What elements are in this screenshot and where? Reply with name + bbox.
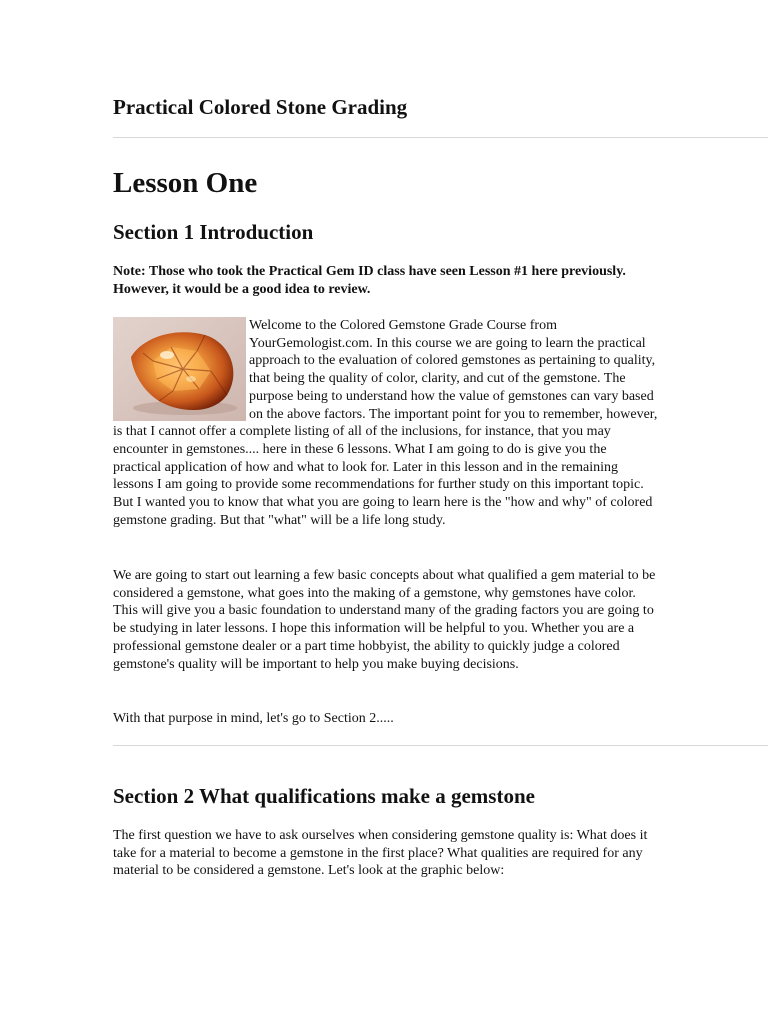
intro-text: Welcome to the Colored Gemstone Grade Course from YourGemologist.com. In this course we are going to learn the practical approach to the evaluation of colored gemstones as pertaining to quality, that being the quality of color, clarity, and cut of the gemstone. The purpose being to understand how the value of gemstones can vary based on the above factors. The important point for you to remember, however, is that I cannot offer a complete listing of all of the inclusions, for instance, that you may encounter in gemstones.... here in these 6 lessons. What I am going to do is give you the practical application of how and what to look for. Later in this lesson and in the remaining lessons I am going to provide some recommendations for further study on this important topic. But I wanted you to know that what you are going to learn here is the "how and why" of colored gemstone grading. But that "what" will be a life long study. — [113, 318, 658, 528]
qualifications-paragraph: The first question we have to ask ourselves when considering gemstone quality is: What does it take for a material to become a gemstone in the first place? What qualities are required for any material to be considered a gemstone. Let's look at the graphic below: — [113, 828, 648, 879]
section-divider — [113, 745, 768, 746]
document-title: Practical Colored Stone Grading — [113, 95, 408, 119]
concepts-paragraph: We are going to start out learning a few basic concepts about what qualified a gem material to be considered a gemstone, what goes into the making of a gemstone, why gemstones have color. This will give you a basic foundation to understand many of the grading factors you are going to be studying in later lessons. I hope this information will be helpful to you. Whether you are a professional gemstone dealer or a part time hobbyist, the ability to quickly judge a colored gemstone's quality will be important to help you make buying decisions. — [113, 568, 656, 672]
section-2-heading: Section 2 What qualifications make a gemstone — [113, 784, 535, 808]
next-section-paragraph: With that purpose in mind, let's go to Section 2..... — [113, 711, 394, 726]
lesson-title: Lesson One — [113, 167, 258, 199]
intro-paragraph — [113, 317, 658, 529]
review-note: Note: Those who took the Practical Gem ID class have seen Lesson #1 here previously. However, it would be a good idea to review. — [113, 264, 626, 297]
gemstone-image — [113, 317, 246, 421]
section-1-heading: Section 1 Introduction — [113, 220, 314, 244]
title-divider — [113, 137, 768, 138]
